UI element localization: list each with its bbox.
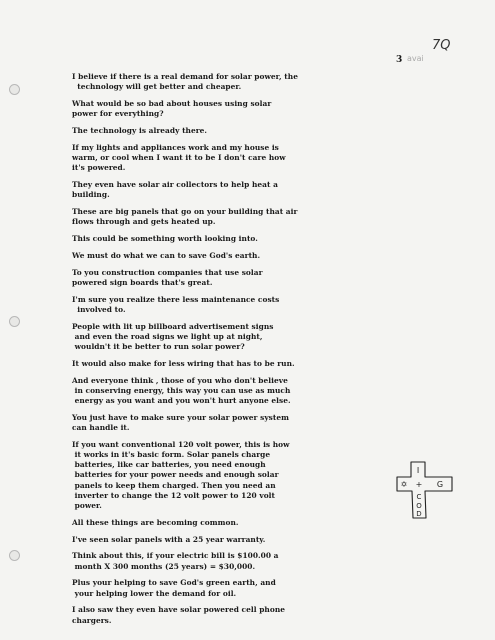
paragraph: And everyone think , those of you who don't believe in conserving energy, this way you can use as much energy as you want and you won't hurt anyone else. [72, 375, 291, 405]
star-of-david-icon: ✡ [400, 480, 408, 489]
paragraph: I also saw they even have solar powered cell phone chargers. [72, 605, 285, 625]
page-number: 3 [396, 55, 403, 65]
cross-letter: + [415, 480, 423, 489]
paragraph: This could be something worth looking into. [72, 234, 258, 243]
cross-letter: O [416, 502, 422, 510]
binder-hole [9, 550, 20, 561]
paragraph: Think about this, if your electric bill is $100.00 a month X 300 months (25 years) = $30,000. [72, 551, 279, 571]
paragraph: To you construction companies that use solar powered sign boards that's great. [72, 267, 263, 287]
paragraph: I believe if there is a real demand for solar power, the technology will get better and cheaper. [72, 72, 298, 92]
binder-hole [9, 316, 20, 327]
paragraph: They even have solar air collectors to help heat a building. [72, 180, 278, 200]
paragraph: It would also make for less wiring that has to be run. [72, 358, 295, 368]
paragraph: What would be so bad about houses using solar power for everything? [72, 99, 272, 119]
paragraph: These are big panels that go on your building that air flows through and gets heated up. [72, 207, 298, 227]
paragraph: All these things are becoming common. [72, 517, 239, 527]
cross-letter: G [436, 480, 444, 489]
paragraph: I've seen solar panels with a 25 year warranty. [72, 534, 266, 544]
cross-letter: I [416, 466, 420, 475]
cross-letter: C [416, 493, 422, 501]
paragraph: Plus your helping to save God's green earth, and your helping lower the demand for oil. [72, 578, 276, 598]
paragraph: If my lights and appliances work and my house is warm, or cool when I want it to be I don't care how it's powered. [72, 142, 286, 173]
paragraph: If you want conventional 120 volt power, this is how it works in it's basic form. Solar panels charge batteries, like car batteries, you need enough batteries for your power needs and enough solar panels to keep them charged. Then you need an inverter to change the 12 volt power to 120 volt power. [72, 439, 290, 511]
paragraph: We must do what we can to save God's earth. [72, 250, 261, 260]
handwritten-page-mark: 7Q [432, 38, 451, 53]
paragraph: I'm sure you realize there less maintenance costs involved to. [72, 294, 280, 314]
paragraph: The technology is already there. [72, 126, 208, 135]
letter-body [72, 72, 427, 632]
binder-hole [9, 84, 20, 95]
paragraph: People with lit up billboard advertisement signs and even the road signs we light up at night, wouldn't it be better to run solar power? [72, 321, 274, 351]
paragraph: You just have to make sure your solar power system can handle it. [72, 412, 289, 432]
hand-drawn-cross [395, 459, 455, 521]
cross-letter: D [416, 510, 422, 518]
page-scribble: avai [407, 54, 424, 63]
